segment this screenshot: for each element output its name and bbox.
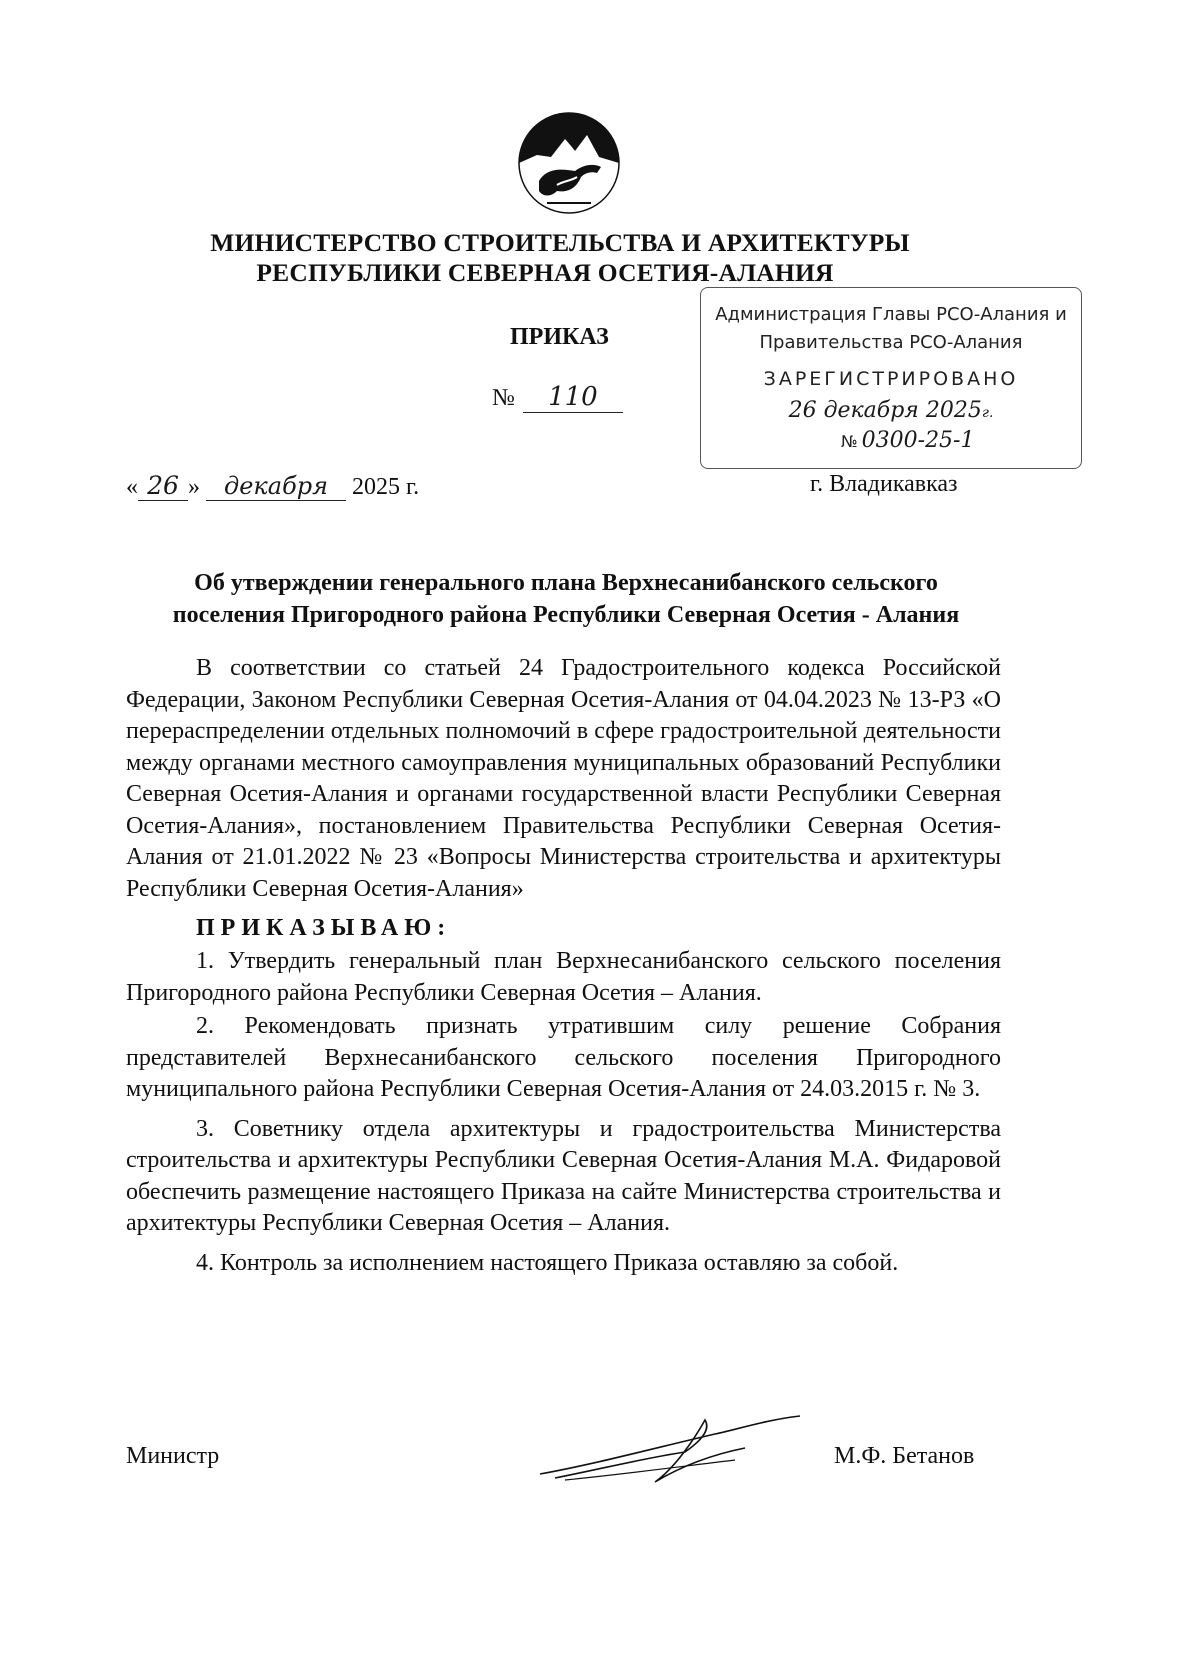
stamp-line1: Администрация Главы РСО-Алания и [715, 304, 1067, 325]
order-subject [126, 567, 1006, 631]
stamp-date-year: 25 [953, 398, 982, 423]
registration-stamp [700, 287, 1082, 469]
order-item: 4. Контроль за исполнением настоящего Приказа оставляю за собой. [196, 1249, 899, 1276]
ministry-title-line1: МИНИСТЕРСТВО СТРОИТЕЛЬСТВА И АРХИТЕКТУРЫ [210, 228, 910, 257]
coat-of-arms-emblem [517, 111, 621, 215]
handwritten-signature [535, 1408, 805, 1488]
order-number [492, 382, 623, 413]
directive-word: ПРИКАЗЫВАЮ: [196, 915, 452, 941]
preamble-text: В соответствии со статьей 24 Градостроительного кодекса Российской Федерации, Законом Республики Северная Осетия-Алания от 04.04.2023 № 13-РЗ «О перераспределении отдельных полномочий в сфере градостроительной деятельности между органами местного самоуправления муниципальных образований Республики Северная Осетия-Алания и органами государственной власти Республики Северная Осетия-Алания», постановлением Правительства Республики Северная Осетия-Алания от 21.01.2022 № 23 «Вопросы Министерства строительства и архитектуры Республики Северная Осетия-Алания» [126, 655, 1001, 902]
signer-position: Министр [126, 1443, 220, 1469]
order-item: 3. Советнику отдела архитектуры и градостроительства Министерства строительства и архитектуры Республики Северная Осетия-Алания М.А. Фидаровой обеспечить размещение настоящего Приказа на сайте Министерства строительства и архитектуры Республики Северная Осетия – Алания. [126, 1115, 1001, 1236]
stamp-date-g: г. [981, 405, 994, 421]
stamp-date-handwritten: 26 декабря 20 [788, 398, 954, 423]
stamp-number-label: № [841, 432, 858, 451]
date-open-quote: « [126, 474, 138, 500]
stamp-status: ЗАРЕГИСТРИРОВАНО [763, 368, 1019, 390]
date-month: декабря [206, 472, 346, 501]
stamp-number-value: 0300-25-1 [861, 428, 975, 453]
order-item: 2. Рекомендовать признать утратившим силу решение Собрания представителей Верхнесанибанского сельского поселения Пригородного муниципального района Республики Северная Осетия-Алания от 24.03.2015 г. № 3. [126, 1013, 1001, 1102]
order-date [126, 471, 419, 501]
date-close-quote: » [188, 474, 200, 500]
date-day: 26 [138, 471, 188, 501]
ministry-title-line2: РЕСПУБЛИКИ СЕВЕРНАЯ ОСЕТИЯ-АЛАНИЯ [256, 258, 834, 287]
order-items [126, 946, 1001, 1287]
order-item: 1. Утвердить генеральный план Верхнесанибанского сельского поселения Пригородного района Республики Северная Осетия – Алания. [126, 948, 1001, 1006]
subject-line2: поселения Пригородного района Республики Северная Осетия - Алания [172, 602, 960, 628]
preamble [126, 653, 1001, 905]
order-number-label: № [492, 385, 515, 411]
date-year: 2025 г. [352, 474, 420, 500]
document-type: ПРИКАЗ [510, 324, 609, 350]
stamp-number [841, 428, 975, 453]
order-number-value: 110 [523, 382, 623, 413]
stamp-date [701, 398, 1081, 423]
stamp-line2: Правительства РСО-Алания [759, 332, 1023, 353]
city: г. Владикавказ [810, 471, 958, 497]
subject-line1: Об утверждении генерального плана Верхнесанибанского сельского [194, 570, 938, 596]
signer-name: М.Ф. Бетанов [834, 1443, 975, 1469]
